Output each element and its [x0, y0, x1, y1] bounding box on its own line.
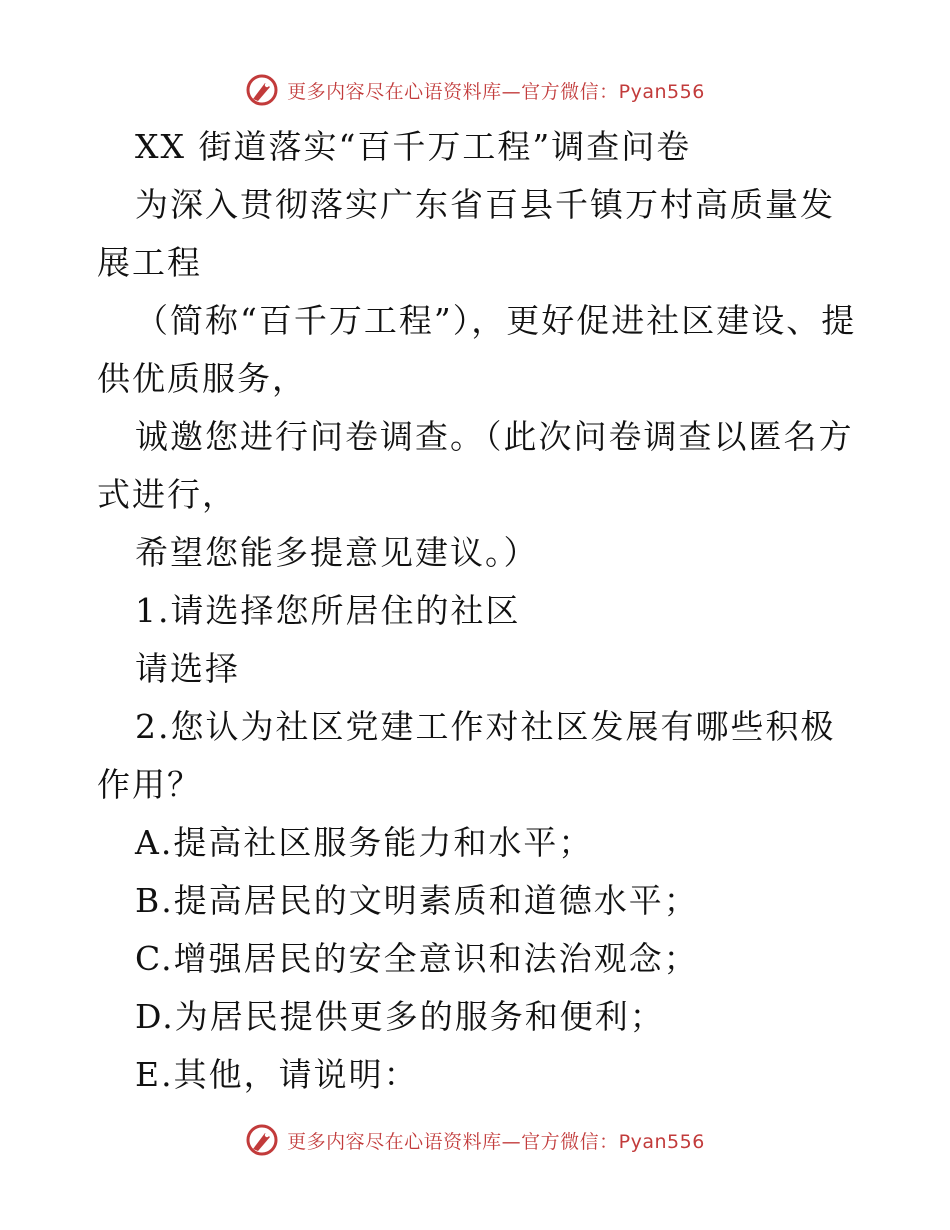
footer-watermark-text: 更多内容尽在心语资料库—官方微信：Pyan556 [287, 1130, 705, 1153]
intro-paragraph-3: 诚邀您进行问卷调查。（此次问卷调查以匿名方式进行， [97, 417, 854, 514]
question-2-option-d[interactable]: D.为居民提供更多的服务和便利； [135, 997, 665, 1036]
intro-paragraph-4: 希望您能多提意见建议。） [135, 533, 539, 572]
question-2-option-a[interactable]: A.提高社区服务能力和水平； [135, 823, 594, 862]
pen-emblem-icon [245, 1123, 279, 1157]
question-2-text: 2.您认为社区党建工作对社区发展有哪些积极作用？ [97, 707, 836, 804]
intro-paragraph-2: （简称“百千万工程”），更好促进社区建设、提供优质服务， [97, 301, 857, 398]
pen-emblem-icon [245, 73, 279, 107]
question-2-option-e[interactable]: E.其他，请说明： [135, 1055, 419, 1094]
question-2-option-c[interactable]: C.增强居民的安全意识和法治观念； [135, 939, 699, 978]
header-watermark-banner [0, 70, 950, 110]
document-title: XX 街道落实“百千万工程”调查问卷 [135, 127, 692, 166]
footer-watermark-banner [0, 1120, 950, 1160]
question-1-text: 1.请选择您所居住的社区 [135, 591, 521, 630]
question-1-select[interactable]: 请选择 [135, 649, 240, 688]
intro-paragraph-1: 为深入贯彻落实广东省百县千镇万村高质量发展工程 [97, 185, 835, 282]
question-2-option-b[interactable]: B.提高居民的文明素质和道德水平； [135, 881, 699, 920]
header-watermark-text: 更多内容尽在心语资料库—官方微信：Pyan556 [287, 80, 705, 103]
document-body [97, 118, 857, 1104]
